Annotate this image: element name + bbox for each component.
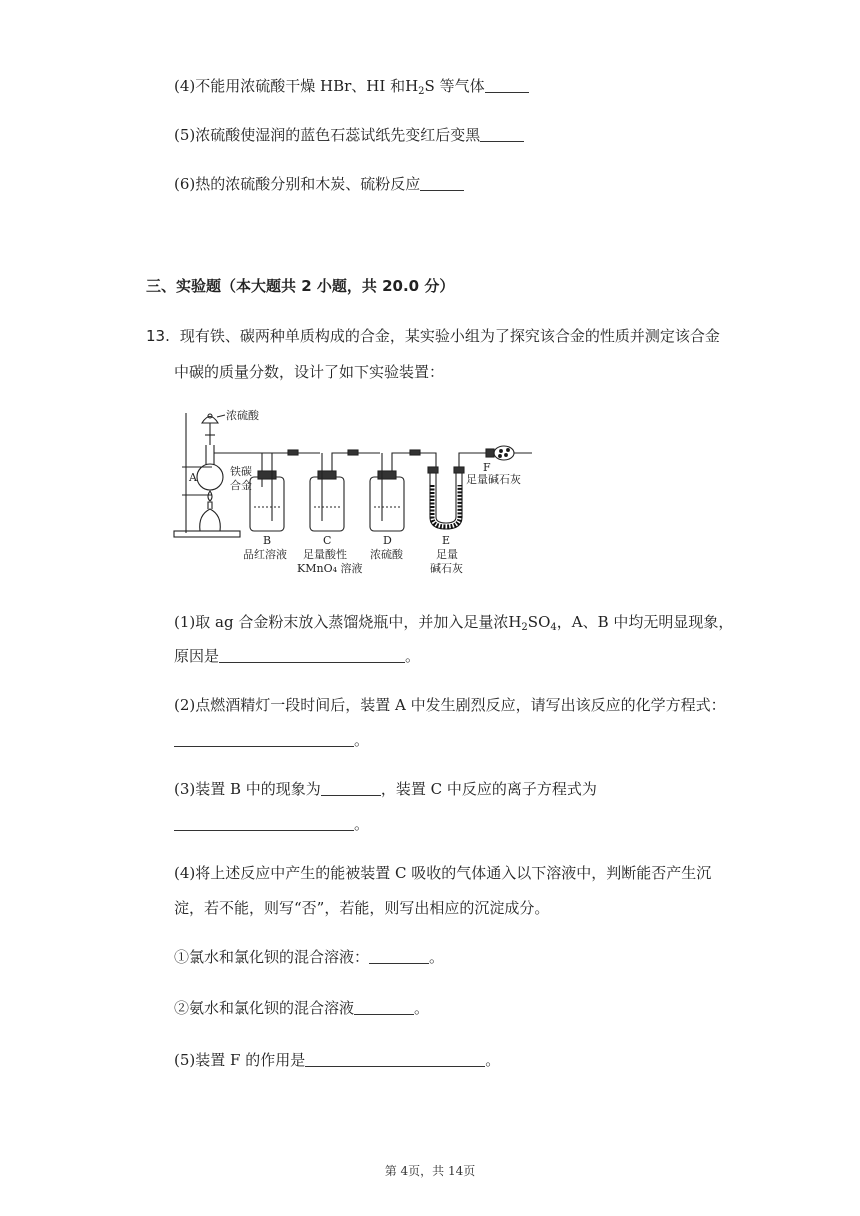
- bottle-D: [370, 477, 404, 531]
- period: 。: [414, 999, 430, 1017]
- bottle-D-stopper: [378, 471, 396, 479]
- answer-blank[interactable]: [420, 176, 464, 191]
- subquestion-2: (2)点燃酒精灯一段时间后，装置 A 中发生剧烈反应，请写出该反应的化学方程式：: [174, 696, 726, 714]
- connector: [348, 450, 358, 455]
- soda-lime-grain: [500, 450, 503, 453]
- bottle-C: [310, 477, 344, 531]
- u-tube-stopper: [454, 467, 464, 473]
- answer-blank[interactable]: [174, 816, 354, 831]
- bottle-C-stopper: [318, 471, 336, 479]
- item-1-text: ①氯水和氯化钡的混合溶液：: [174, 948, 370, 966]
- bottle-B: [250, 477, 284, 531]
- subscript: 2: [418, 86, 425, 97]
- subquestion-1: [174, 612, 733, 632]
- subquestion-4: (4)将上述反应中产生的能被装置 C 吸收的气体通入以下溶液中，判断能否产生沉: [174, 864, 712, 882]
- page-footer: 第 4页，共 14页: [384, 1164, 476, 1178]
- subquestion-1-line-2: [174, 646, 420, 666]
- intro-line-2: 中碳的质量分数，设计了如下实验装置：: [174, 363, 445, 381]
- flask-neck: [206, 445, 214, 465]
- formula-part: SO: [527, 613, 551, 631]
- label-E-name-1: 足量: [436, 548, 458, 561]
- connector: [288, 450, 298, 455]
- subquestion-3-text: (3)装置 B 中的现象为: [174, 780, 321, 798]
- drying-tube-F: [494, 446, 514, 460]
- period: 。: [354, 731, 370, 749]
- subquestion-5-text: (5)装置 F 的作用是: [174, 1051, 306, 1069]
- distillation-flask: [197, 464, 223, 490]
- period: 。: [405, 647, 421, 665]
- section-title: 三、实验题（本大题共 2 小题，共 20.0 分）: [146, 277, 455, 295]
- label-acid: 浓硫酸: [226, 409, 259, 422]
- label-A: A: [189, 471, 197, 484]
- label-C: C: [323, 534, 332, 547]
- question-5-text: (5)浓硫酸使湿润的蓝色石蕊试纸先变红后变黑: [174, 126, 481, 144]
- u-tube-stopper: [428, 467, 438, 473]
- answer-blank[interactable]: [354, 1000, 414, 1015]
- subquestion-3-line-2: [174, 814, 369, 834]
- subquestion-3: [174, 779, 597, 799]
- subquestion-1-tail: ，A、B 中均无明显现象，: [556, 613, 734, 631]
- tube-E-F: [459, 453, 486, 467]
- tube-C-D: [332, 453, 380, 471]
- experiment-apparatus-diagram: [170, 405, 540, 580]
- soda-lime-grain: [507, 449, 510, 452]
- question-4: [174, 76, 529, 96]
- label-E: E: [442, 534, 451, 547]
- subquestion-4-line-2: 淀，若不能，则写“否”，若能，则写出相应的沉淀成分。: [174, 899, 550, 917]
- alcohol-lamp: [200, 509, 221, 531]
- question-13-intro: [146, 326, 720, 346]
- answer-blank[interactable]: [305, 1052, 485, 1067]
- soda-lime-grain: [505, 454, 508, 457]
- answer-blank[interactable]: [485, 78, 529, 93]
- stand-base: [174, 531, 240, 537]
- subquestion-4-item-2: [174, 998, 429, 1018]
- question-4-text: (4)不能用浓硫酸干燥 HBr、HI 和H: [174, 77, 419, 95]
- connector: [410, 450, 420, 455]
- subscript: 2: [521, 622, 528, 633]
- answer-blank[interactable]: [219, 648, 405, 663]
- subquestion-2-line-2: [174, 730, 369, 750]
- lamp-wick: [208, 502, 212, 509]
- flame: [208, 491, 212, 501]
- label-B: B: [263, 534, 272, 547]
- bottle-B-stopper: [258, 471, 276, 479]
- item-2-text: ②氨水和氯化钡的混合溶液: [174, 999, 355, 1017]
- label-C-name-2: KMnO₄ 溶液: [297, 562, 363, 575]
- answer-blank[interactable]: [369, 949, 429, 964]
- period: 。: [354, 815, 370, 833]
- question-6-text: (6)热的浓硫酸分别和木炭、硫粉反应: [174, 175, 421, 193]
- subscript: 4: [550, 622, 557, 633]
- leader-line: [217, 415, 225, 417]
- label-D-name: 浓硫酸: [370, 548, 403, 561]
- label-D: D: [383, 534, 392, 547]
- answer-blank[interactable]: [174, 732, 354, 747]
- subquestion-1-text: (1)取 ag 合金粉末放入蒸馏烧瓶中，并加入足量浓H: [174, 613, 522, 631]
- period: 。: [485, 1051, 501, 1069]
- question-5: [174, 125, 524, 145]
- label-E-name-2: 碱石灰: [430, 562, 463, 575]
- label-alloy-2: 合金: [230, 479, 252, 492]
- period: 。: [429, 948, 445, 966]
- reason-label: 原因是: [174, 647, 220, 665]
- subquestion-3-tail: ，装置 C 中反应的离子方程式为: [380, 780, 597, 798]
- label-B-name: 品红溶液: [243, 548, 287, 561]
- subquestion-5: [174, 1050, 500, 1070]
- subquestion-4-item-1: [174, 947, 444, 967]
- answer-blank[interactable]: [480, 127, 524, 142]
- label-alloy-1: 铁碳: [230, 465, 252, 478]
- question-4-text-tail: S 等气体: [424, 77, 485, 95]
- label-F-name: 足量碱石灰: [466, 473, 521, 486]
- intro-line-1: 现有铁、碳两种单质构成的合金，某实验小组为了探究该合金的性质并测定该合金: [179, 327, 720, 345]
- question-6: [174, 174, 464, 194]
- question-number: 13.: [146, 327, 170, 345]
- u-tube-E-inner: [436, 471, 456, 523]
- label-F: F: [483, 461, 491, 474]
- soda-lime-grain: [499, 455, 502, 458]
- answer-blank[interactable]: [321, 781, 381, 796]
- drying-tube-stopper: [486, 449, 494, 457]
- label-C-name-1: 足量酸性: [303, 548, 347, 561]
